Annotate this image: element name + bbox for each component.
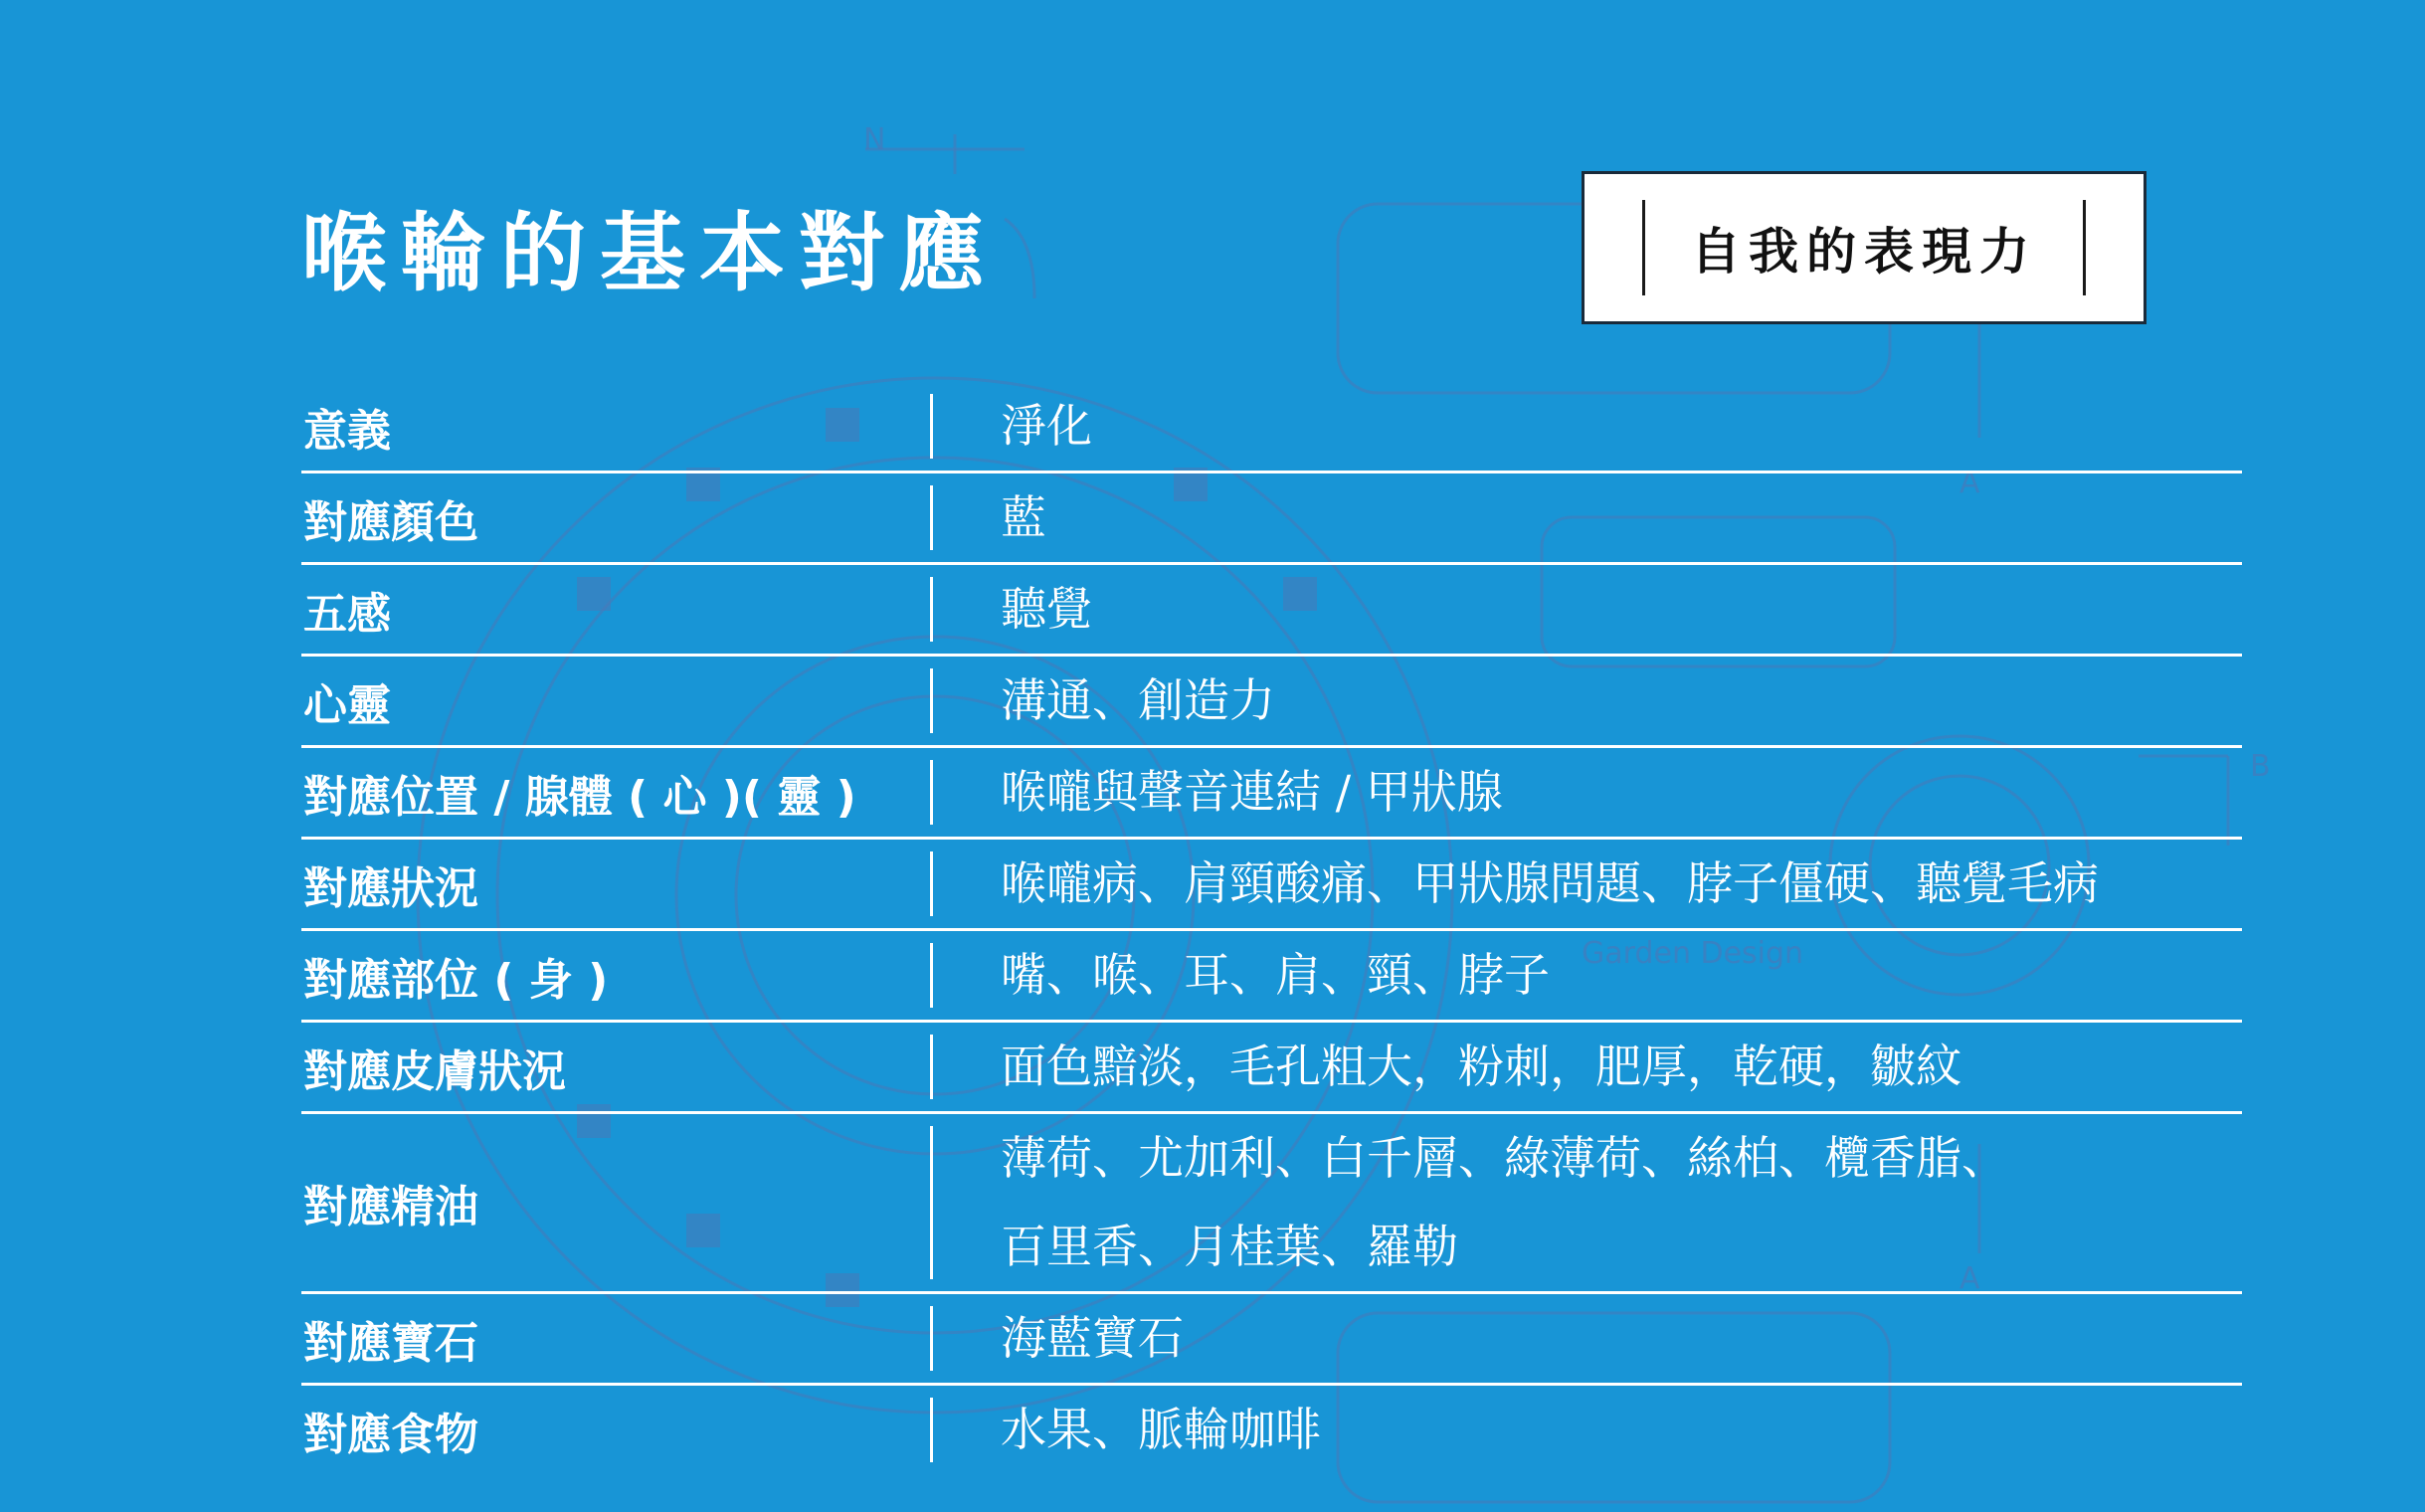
row-value xyxy=(928,1294,1184,1383)
row-value xyxy=(928,657,1275,745)
row-divider xyxy=(930,851,933,916)
row-value-line: 嘴、喉、耳、肩、頸、脖子 xyxy=(1001,948,1550,1002)
row-label: 對應顏色 xyxy=(303,496,478,548)
row-value xyxy=(928,565,1092,654)
table-row xyxy=(301,473,2242,565)
row-label: 對應部位 ( 身 ) xyxy=(303,954,609,1006)
row-value xyxy=(928,473,1046,562)
row-divider xyxy=(930,668,933,733)
row-divider xyxy=(930,1126,933,1279)
row-divider xyxy=(930,943,933,1008)
table-row xyxy=(301,840,2242,931)
row-label: 心靈 xyxy=(303,679,391,731)
row-value xyxy=(928,1023,1961,1111)
row-value xyxy=(928,931,1550,1020)
row-value-line: 藍 xyxy=(1001,490,1046,544)
row-value xyxy=(928,382,1092,471)
mark-a-top: A xyxy=(1959,466,1980,500)
row-divider xyxy=(930,394,933,459)
row-value-line: 喉嚨與聲音連結 / 甲狀腺 xyxy=(1001,765,1503,819)
row-label: 對應位置 / 腺體 ( 心 )( 靈 ) xyxy=(303,771,856,823)
table-row xyxy=(301,1386,2242,1474)
row-value xyxy=(928,1386,1321,1474)
row-divider xyxy=(930,1306,933,1371)
table-row xyxy=(301,657,2242,748)
badge-text: 自我的表現力 xyxy=(1691,223,2037,281)
row-label: 對應狀況 xyxy=(303,862,478,914)
row-divider xyxy=(930,1035,933,1099)
badge-bar-right xyxy=(2083,200,2086,295)
mark-a-bottom: A xyxy=(1959,1261,1980,1296)
row-divider xyxy=(930,577,933,642)
watermark-text: Garden Design xyxy=(1582,936,1804,971)
badge-box xyxy=(1582,171,2146,324)
table-row xyxy=(301,565,2242,657)
table-row xyxy=(301,1114,2242,1294)
mark-n: N xyxy=(863,122,886,157)
row-value-line: 薄荷、尤加利、白千層、綠薄荷、絲柏、欖香脂、 xyxy=(1001,1131,2007,1185)
table-row xyxy=(301,1023,2242,1114)
row-label: 五感 xyxy=(303,588,391,640)
row-value-line: 百里香、月桂葉、羅勒 xyxy=(1001,1220,1458,1273)
row-value-line: 聽覺 xyxy=(1001,582,1092,636)
row-value xyxy=(928,748,1503,837)
row-divider xyxy=(930,485,933,550)
row-label: 意義 xyxy=(303,405,391,457)
row-value-line: 水果、脈輪咖啡 xyxy=(1001,1403,1321,1456)
row-divider xyxy=(930,760,933,825)
table-row xyxy=(301,748,2242,840)
row-value xyxy=(928,1114,2007,1291)
row-value-line: 海藍寶石 xyxy=(1001,1311,1184,1365)
row-label: 對應皮膚狀況 xyxy=(303,1045,566,1097)
row-label: 對應精油 xyxy=(303,1182,478,1232)
row-value xyxy=(928,840,2099,928)
badge-bar-left xyxy=(1642,200,1645,295)
mark-b: B xyxy=(2250,749,2271,784)
row-value-line: 喉嚨病、肩頸酸痛、甲狀腺問題、脖子僵硬、聽覺毛病 xyxy=(1001,856,2099,910)
page-title: 喉輪的基本對應 xyxy=(301,204,998,303)
table-row xyxy=(301,931,2242,1023)
row-value-line: 溝通、創造力 xyxy=(1001,673,1275,727)
row-divider xyxy=(930,1398,933,1462)
row-value-line: 面色黯淡，毛孔粗大，粉刺，肥厚，乾硬，皺紋 xyxy=(1001,1040,1961,1093)
table-row xyxy=(301,382,2242,473)
row-label: 對應寶石 xyxy=(303,1317,478,1369)
row-value-line: 淨化 xyxy=(1001,399,1092,453)
row-label: 對應食物 xyxy=(303,1409,478,1460)
table-row xyxy=(301,1294,2242,1386)
correspondence-table xyxy=(301,382,2242,1474)
